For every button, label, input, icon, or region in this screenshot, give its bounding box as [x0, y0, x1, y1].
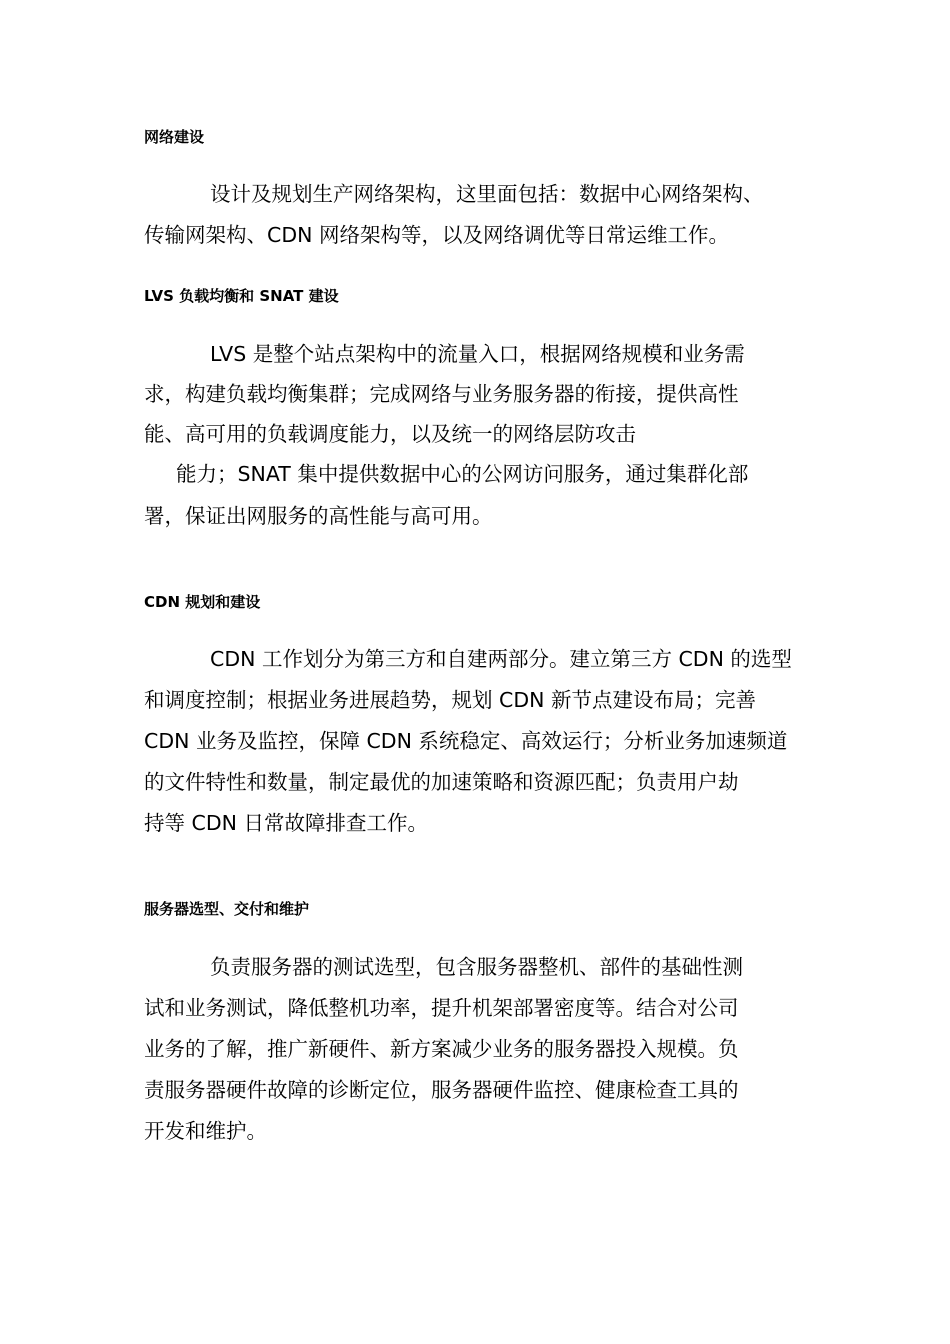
paragraph-line: 的文件特性和数量，制定最优的加速策略和资源匹配；负责用户劫: [144, 770, 739, 794]
paragraph-line: 传输网架构、CDN 网络架构等，以及网络调优等日常运维工作。: [144, 223, 729, 247]
paragraph-line: 和调度控制；根据业务进展趋势，规划 CDN 新节点建设布局；完善: [144, 688, 756, 712]
paragraph-line: CDN 工作划分为第三方和自建两部分。建立第三方 CDN 的选型: [210, 647, 792, 671]
paragraph-line: 持等 CDN 日常故障排查工作。: [144, 811, 428, 835]
paragraph-line: 署，保证出网服务的高性能与高可用。: [144, 504, 493, 528]
paragraph-line: 责服务器硬件故障的诊断定位，服务器硬件监控、健康检查工具的: [144, 1078, 739, 1102]
paragraph-line: 业务的了解，推广新硬件、新方案减少业务的服务器投入规模。负: [144, 1037, 739, 1061]
paragraph-line: 试和业务测试，降低整机功率，提升机架部署密度等。结合对公司: [144, 996, 739, 1020]
paragraph-line: 能、高可用的负载调度能力，以及统一的网络层防攻击: [144, 422, 636, 446]
section-heading-network: 网络建设: [144, 128, 205, 146]
paragraph-line: 负责服务器的测试选型，包含服务器整机、部件的基础性测: [210, 955, 743, 979]
paragraph-line: 设计及规划生产网络架构，这里面包括：数据中心网络架构、: [210, 182, 764, 206]
section-heading-server: 服务器选型、交付和维护: [144, 900, 310, 918]
paragraph-line: CDN 业务及监控，保障 CDN 系统稳定、高效运行；分析业务加速频道: [144, 729, 788, 753]
section-heading-lvs-snat: LVS 负载均衡和 SNAT 建设: [144, 287, 339, 305]
section-heading-cdn: CDN 规划和建设: [144, 593, 261, 611]
paragraph-line: 求，构建负载均衡集群；完成网络与业务服务器的衔接，提供高性: [144, 382, 739, 406]
paragraph-line: LVS 是整个站点架构中的流量入口，根据网络规模和业务需: [210, 342, 745, 366]
paragraph-line: 能力；SNAT 集中提供数据中心的公网访问服务，通过集群化部: [176, 462, 749, 486]
paragraph-line: 开发和维护。: [144, 1119, 267, 1143]
